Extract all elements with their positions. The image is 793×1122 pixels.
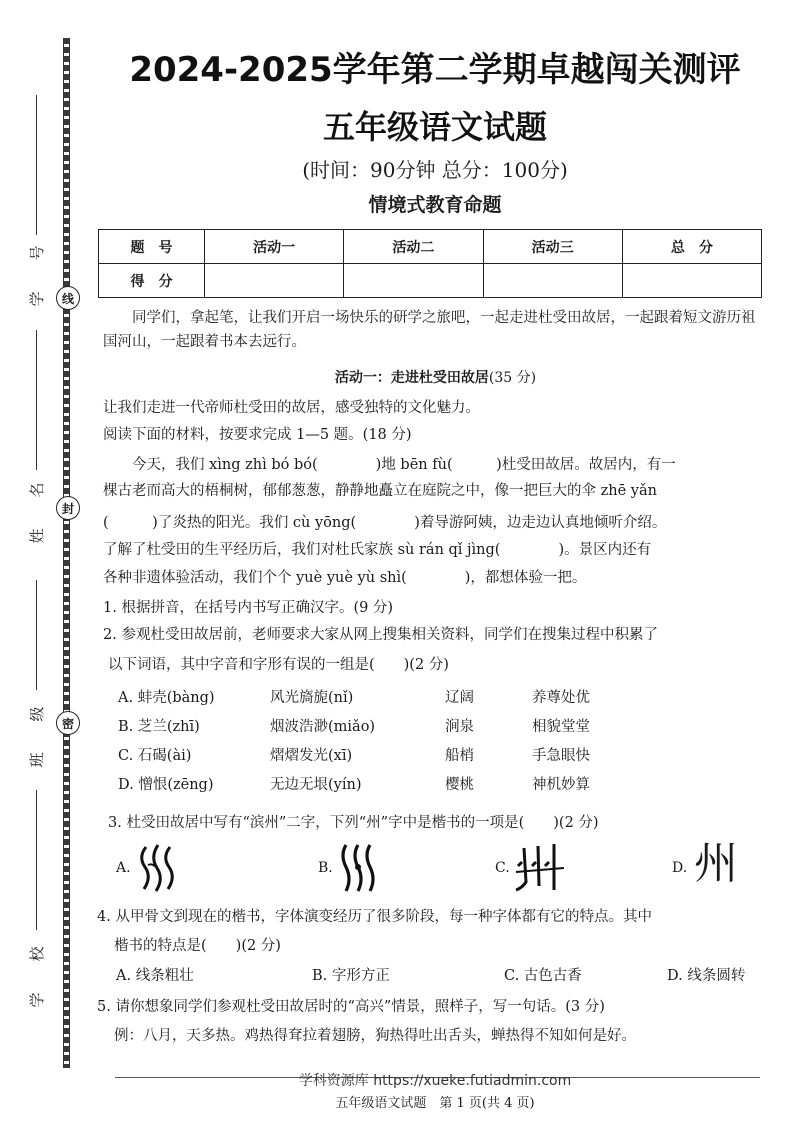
- passage-line: 各种非遗体验活动，我们个个 yuè yuè yù shì( )，都想体验一把。: [103, 570, 587, 586]
- question-4-line1: 4. 从甲骨文到现在的楷书，字体演变经历了很多阶段，每一种字体都有它的特点。其中: [97, 909, 652, 925]
- option-d-word2: 无边无垠(yín): [270, 777, 362, 793]
- q4-option-a[interactable]: A. 线条粗壮: [116, 968, 194, 984]
- fill-line: [36, 330, 37, 470]
- question-5: 5. 请你想象同学们参观杜受田故居时的“高兴”情景，照样子，写一句话。(3 分): [97, 999, 605, 1015]
- label-char: 姓: [28, 528, 46, 544]
- label-char: 号: [28, 245, 46, 261]
- binding-dash-line: [63, 38, 70, 1068]
- table-cell: 题 号: [99, 230, 205, 264]
- option-a-word1[interactable]: A. 蚌壳(bàng): [118, 690, 215, 706]
- question-1: 1. 根据拼音，在括号内书写正确汉字。(9 分): [103, 600, 394, 616]
- activity-description: 让我们走进一代帝师杜受田的故居，感受独特的文化魅力。: [103, 400, 480, 416]
- option-c-word3: 船梢: [445, 748, 474, 764]
- activity-points: (35 分): [488, 370, 537, 386]
- table-cell: 活动三: [483, 230, 622, 264]
- mark-text: 封: [61, 501, 74, 516]
- class-field[interactable]: [25, 580, 49, 770]
- field-label-class: [25, 702, 49, 772]
- seal-mark-seal: [56, 496, 80, 520]
- option-c-word2: 熠熠发光(xī): [270, 748, 353, 764]
- q4-option-d[interactable]: D. 线条圆转: [667, 968, 746, 984]
- option-d-word3: 樱桃: [445, 777, 474, 793]
- label-char: 班: [28, 752, 46, 768]
- option-a-word4: 养尊处优: [532, 690, 590, 706]
- watermark-text: 学科资源库 https://xueke.futiadmin.com: [298, 1073, 572, 1089]
- fill-line: [36, 580, 37, 690]
- clerical-zhou-glyph: [514, 842, 566, 892]
- score-table: [98, 229, 762, 298]
- field-label-school: [25, 942, 49, 1012]
- score-table-score-row: [99, 264, 762, 298]
- fill-line: [36, 95, 37, 235]
- table-cell: 总 分: [622, 230, 761, 264]
- score-input-cell[interactable]: [205, 264, 344, 298]
- option-b-word2: 烟波浩渺(miǎo): [270, 719, 376, 735]
- passage-line: 了解了杜受田的生平经历后，我们对杜氏家族 sù rán qǐ jìng( )。景区内还有: [103, 542, 652, 558]
- reading-instruction: 阅读下面的材料，按要求完成 1—5 题。(18 分): [103, 427, 412, 443]
- table-cell: 活动二: [344, 230, 483, 264]
- score-table-header-row: [99, 230, 762, 264]
- seal-mark-line: [56, 286, 80, 310]
- page-footer: 五年级语文试题 第 1 页(共 4 页): [335, 1096, 535, 1111]
- school-field[interactable]: [25, 790, 49, 1010]
- option-b-word1[interactable]: B. 芝兰(zhī): [118, 719, 200, 735]
- score-input-cell[interactable]: [483, 264, 622, 298]
- activity-heading: [103, 367, 768, 387]
- label-char: 名: [28, 482, 46, 498]
- passage-line: 今天，我们 xìng zhì bó bó( )地 bēn fù( )杜受田故居。故居内，有一: [132, 457, 676, 473]
- field-label-student-number: [25, 241, 49, 311]
- option-c-word4: 手急眼快: [532, 748, 590, 764]
- option-d-label[interactable]: D.: [672, 860, 688, 876]
- question-4-line2: 楷书的特点是( )(2 分): [114, 938, 281, 954]
- student-number-field[interactable]: [25, 95, 49, 325]
- exam-title: 2024-2025学年第二学期卓越闯关测评: [129, 50, 741, 90]
- option-a-label[interactable]: A.: [116, 860, 131, 876]
- option-b-word3: 涧泉: [445, 719, 474, 735]
- kaishu-zhou-glyph: 州: [694, 838, 738, 889]
- label-char: 校: [28, 946, 46, 962]
- label-char: 级: [28, 706, 46, 722]
- seal-mark-secret: [56, 711, 80, 735]
- intro-paragraph: 同学们，拿起笔，让我们开启一场快乐的研学之旅吧，一起走进杜受田故居，一起跟着短文游历祖国河山，一起跟着书本去远行。: [103, 310, 756, 350]
- option-a-word2: 风光旖旎(nǐ): [270, 690, 354, 706]
- question-3: 3. 杜受田故居中写有“滨州”二字，下列“州”字中是楷书的一项是( )(2 分): [108, 815, 599, 831]
- option-c-word1[interactable]: C. 石碣(ài): [118, 748, 192, 764]
- score-input-cell[interactable]: [344, 264, 483, 298]
- fill-line: [36, 790, 37, 930]
- option-a-word3: 辽阔: [445, 690, 474, 706]
- binding-margin: [0, 0, 95, 1122]
- mark-text: 线: [61, 291, 74, 306]
- bronze-zhou-glyph: [338, 843, 380, 893]
- student-name-field[interactable]: [25, 330, 49, 560]
- option-d-word4: 神机妙算: [532, 777, 590, 793]
- theme-label: 情境式教育命题: [368, 194, 502, 216]
- passage-line: 棵古老而高大的梧桐树，郁郁葱葱，静静地矗立在庭院之中，像一把巨大的伞 zhē yǎn: [103, 483, 657, 499]
- label-char: 学: [28, 291, 46, 307]
- score-input-cell[interactable]: [622, 264, 761, 298]
- q4-option-b[interactable]: B. 字形方正: [312, 968, 390, 984]
- time-and-score: (时间：90分钟 总分：100分): [302, 158, 568, 182]
- question-2-line1: 2. 参观杜受田故居前，老师要求大家从网上搜集相关资料，同学们在搜集过程中积累了: [103, 627, 658, 643]
- question-5-example: 例：八月，天多热。鸡热得耷拉着翅膀，狗热得吐出舌头，蝉热得不知如何是好。: [114, 1028, 636, 1044]
- mark-text: 密: [61, 716, 74, 731]
- option-b-label[interactable]: B.: [318, 860, 333, 876]
- question-2-line2: 以下词语，其中字音和字形有误的一组是( )(2 分): [108, 657, 449, 673]
- q4-option-c[interactable]: C. 古色古香: [504, 968, 582, 984]
- exam-subtitle: 五年级语文试题: [322, 108, 547, 146]
- table-cell: 得 分: [99, 264, 205, 298]
- passage-line: ( )了炎热的阳光。我们 cù yōng( )着导游阿姨，边走边认真地倾听介绍。: [103, 515, 667, 531]
- option-c-label[interactable]: C.: [495, 860, 510, 876]
- label-char: 学: [28, 992, 46, 1008]
- option-d-word1[interactable]: D. 憎恨(zēng): [118, 777, 214, 793]
- field-label-name: [25, 478, 49, 548]
- table-cell: 活动一: [205, 230, 344, 264]
- activity-title: 活动一：走进杜受田故居: [334, 370, 489, 386]
- option-b-word4: 相貌堂堂: [532, 719, 590, 735]
- oracle-bone-zhou-glyph: [136, 843, 180, 893]
